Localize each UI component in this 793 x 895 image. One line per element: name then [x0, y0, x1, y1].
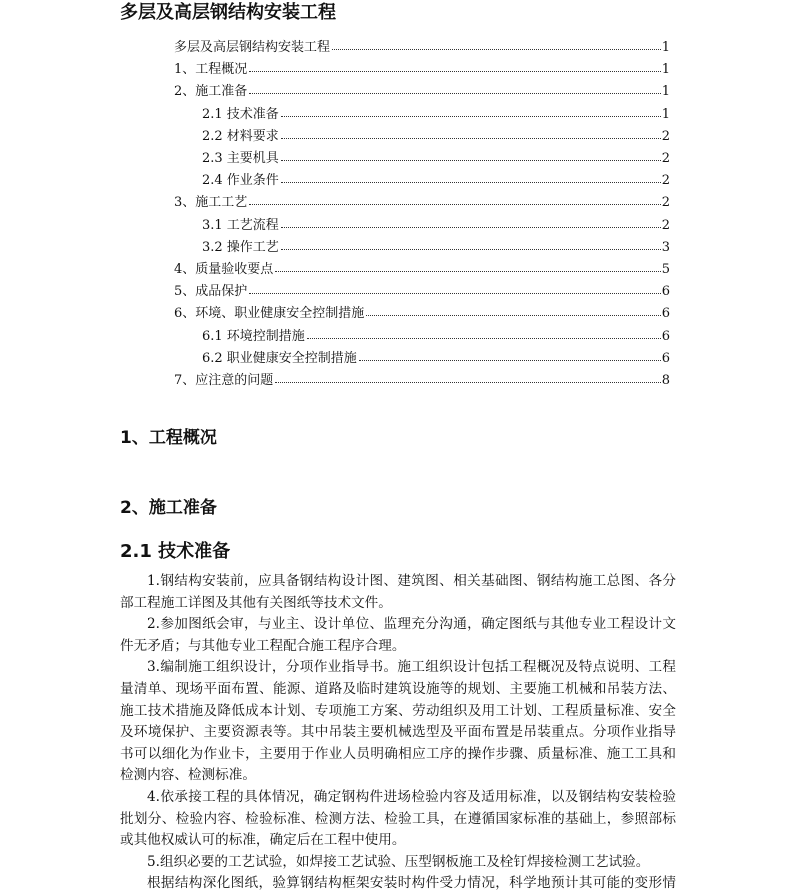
toc-leader-dots	[249, 93, 660, 94]
paragraph-line: 件无矛盾；与其他专业工程配合施工程序合理。	[120, 637, 406, 654]
toc-entry[interactable]	[202, 166, 670, 188]
toc-entry[interactable]	[174, 33, 670, 55]
toc-entry[interactable]	[202, 122, 670, 144]
paragraph-line: 施工技术措施及降低成本计划、专项施工方案、劳动组织及用工计划、工程质量标准、安全	[120, 702, 676, 719]
toc-page-number: 2	[661, 128, 670, 144]
paragraph-line: 2.参加图纸会审，与业主、设计单位、监理充分沟通，确定图纸与其他专业工程设计文	[147, 616, 676, 633]
paragraph-line: 部工程施工详图及其他有关图纸等技术文件。	[120, 594, 392, 611]
toc-entry[interactable]	[174, 255, 670, 277]
paragraph-line: 量清单、现场平面布置、能源、道路及临时建筑设施等的规划、主要施工机械和吊装方法、	[120, 680, 676, 697]
toc-leader-dots	[281, 116, 661, 117]
toc-entry[interactable]	[174, 366, 670, 388]
toc-entry[interactable]	[174, 299, 670, 321]
toc-leader-dots	[366, 315, 660, 316]
toc-label: 4、质量验收要点	[174, 262, 274, 277]
toc-page-number: 1	[661, 62, 670, 78]
toc-page-number: 1	[661, 40, 670, 55]
toc-page-number: 6	[661, 350, 670, 366]
toc-leader-dots	[307, 338, 661, 339]
toc-page-number: 2	[661, 173, 670, 189]
toc-page-number: 6	[661, 284, 670, 300]
toc-entry[interactable]	[202, 322, 670, 344]
toc-label: 2.4 作业条件	[202, 173, 279, 189]
toc-leader-dots	[281, 249, 661, 250]
toc-leader-dots	[281, 182, 661, 183]
toc-leader-dots	[359, 360, 661, 361]
toc-leader-dots	[249, 204, 660, 205]
toc-entry[interactable]	[202, 233, 670, 255]
toc-page-number: 3	[661, 239, 670, 255]
toc-entry[interactable]	[174, 188, 670, 210]
toc-leader-dots	[275, 382, 660, 383]
toc-label: 1、工程概况	[174, 62, 248, 78]
toc-leader-dots	[281, 138, 661, 139]
toc-label: 2、施工准备	[174, 84, 248, 100]
toc-label: 多层及高层钢结构安装工程	[174, 40, 331, 55]
toc-label: 2.1 技术准备	[202, 106, 279, 122]
toc-label: 3.2 操作工艺	[202, 239, 279, 255]
toc-label: 7、应注意的问题	[174, 373, 274, 388]
toc-leader-dots	[281, 227, 661, 228]
toc-page-number: 6	[661, 306, 670, 322]
toc-leader-dots	[249, 71, 660, 72]
toc-label: 6、环境、职业健康安全控制措施	[174, 306, 365, 322]
toc-page-number: 1	[661, 84, 670, 100]
toc-leader-dots	[275, 271, 660, 272]
paragraph-line: 书可以细化为作业卡，主要用于作业人员明确相应工序的操作步骤、质量标准、施工工具和	[120, 745, 676, 762]
toc-page-number: 2	[661, 217, 670, 233]
toc-entry[interactable]	[174, 77, 670, 99]
heading-technical-preparation: 2.1 技术准备	[120, 541, 231, 562]
toc-leader-dots	[281, 160, 661, 161]
paragraph-line: 检测内容、检测标准。	[120, 767, 256, 784]
heading-preparation: 2、施工准备	[120, 498, 217, 518]
toc-label: 3.1 工艺流程	[202, 217, 279, 233]
toc-page-number: 2	[661, 195, 670, 211]
toc-label: 6.1 环境控制措施	[202, 328, 305, 344]
document-title: 多层及高层钢结构安装工程	[120, 2, 336, 23]
paragraph-line: 5.组织必要的工艺试验，如焊接工艺试验、压型钢板施工及栓钉焊接检测工艺试验。	[147, 853, 650, 870]
toc-entry[interactable]	[202, 100, 670, 122]
toc-entry[interactable]	[202, 144, 670, 166]
toc-page-number: 6	[661, 328, 670, 344]
toc-entry[interactable]	[174, 277, 670, 299]
heading-overview: 1、工程概况	[120, 428, 217, 448]
paragraph-line: 4.依承接工程的具体情况，确定钢构件进场检验内容及适用标准，以及钢结构安装检验	[147, 788, 676, 805]
paragraph-line: 批划分、检验内容、检验标准、检测方法、检验工具，在遵循国家标准的基础上，参照部标	[120, 810, 676, 827]
paragraph-line: 1.钢结构安装前，应具备钢结构设计图、建筑图、相关基础图、钢结构施工总图、各分	[147, 573, 676, 589]
toc-leader-dots	[332, 49, 661, 50]
toc-entry[interactable]	[202, 344, 670, 366]
paragraph-line: 3.编制施工组织设计，分项作业指导书。施工组织设计包括工程概况及特点说明、工程	[147, 659, 676, 676]
toc-leader-dots	[249, 293, 660, 294]
toc-entry[interactable]	[202, 211, 670, 233]
toc-page-number: 5	[661, 262, 670, 277]
toc-page-number: 8	[661, 373, 670, 388]
toc-page-number: 1	[661, 106, 670, 122]
paragraph-line: 或其他权威认可的标准，确定后在工程中使用。	[120, 832, 406, 849]
toc-label: 2.3 主要机具	[202, 151, 279, 166]
toc-label: 5、成品保护	[174, 284, 248, 300]
toc-entry[interactable]	[174, 55, 670, 77]
paragraph-line: 根据结构深化图纸，验算钢结构框架安装时构件受力情况，科学地预计其可能的变形情	[147, 875, 676, 892]
toc-label: 3、施工工艺	[174, 195, 248, 211]
paragraph-line: 及环境保护、主要资源表等。其中吊装主要机械选型及平面布置是吊装重点。分项作业指导	[120, 724, 676, 741]
body-text	[120, 571, 676, 895]
toc-label: 2.2 材料要求	[202, 128, 279, 144]
toc-page-number: 2	[661, 151, 670, 166]
toc-label: 6.2 职业健康安全控制措施	[202, 350, 357, 366]
